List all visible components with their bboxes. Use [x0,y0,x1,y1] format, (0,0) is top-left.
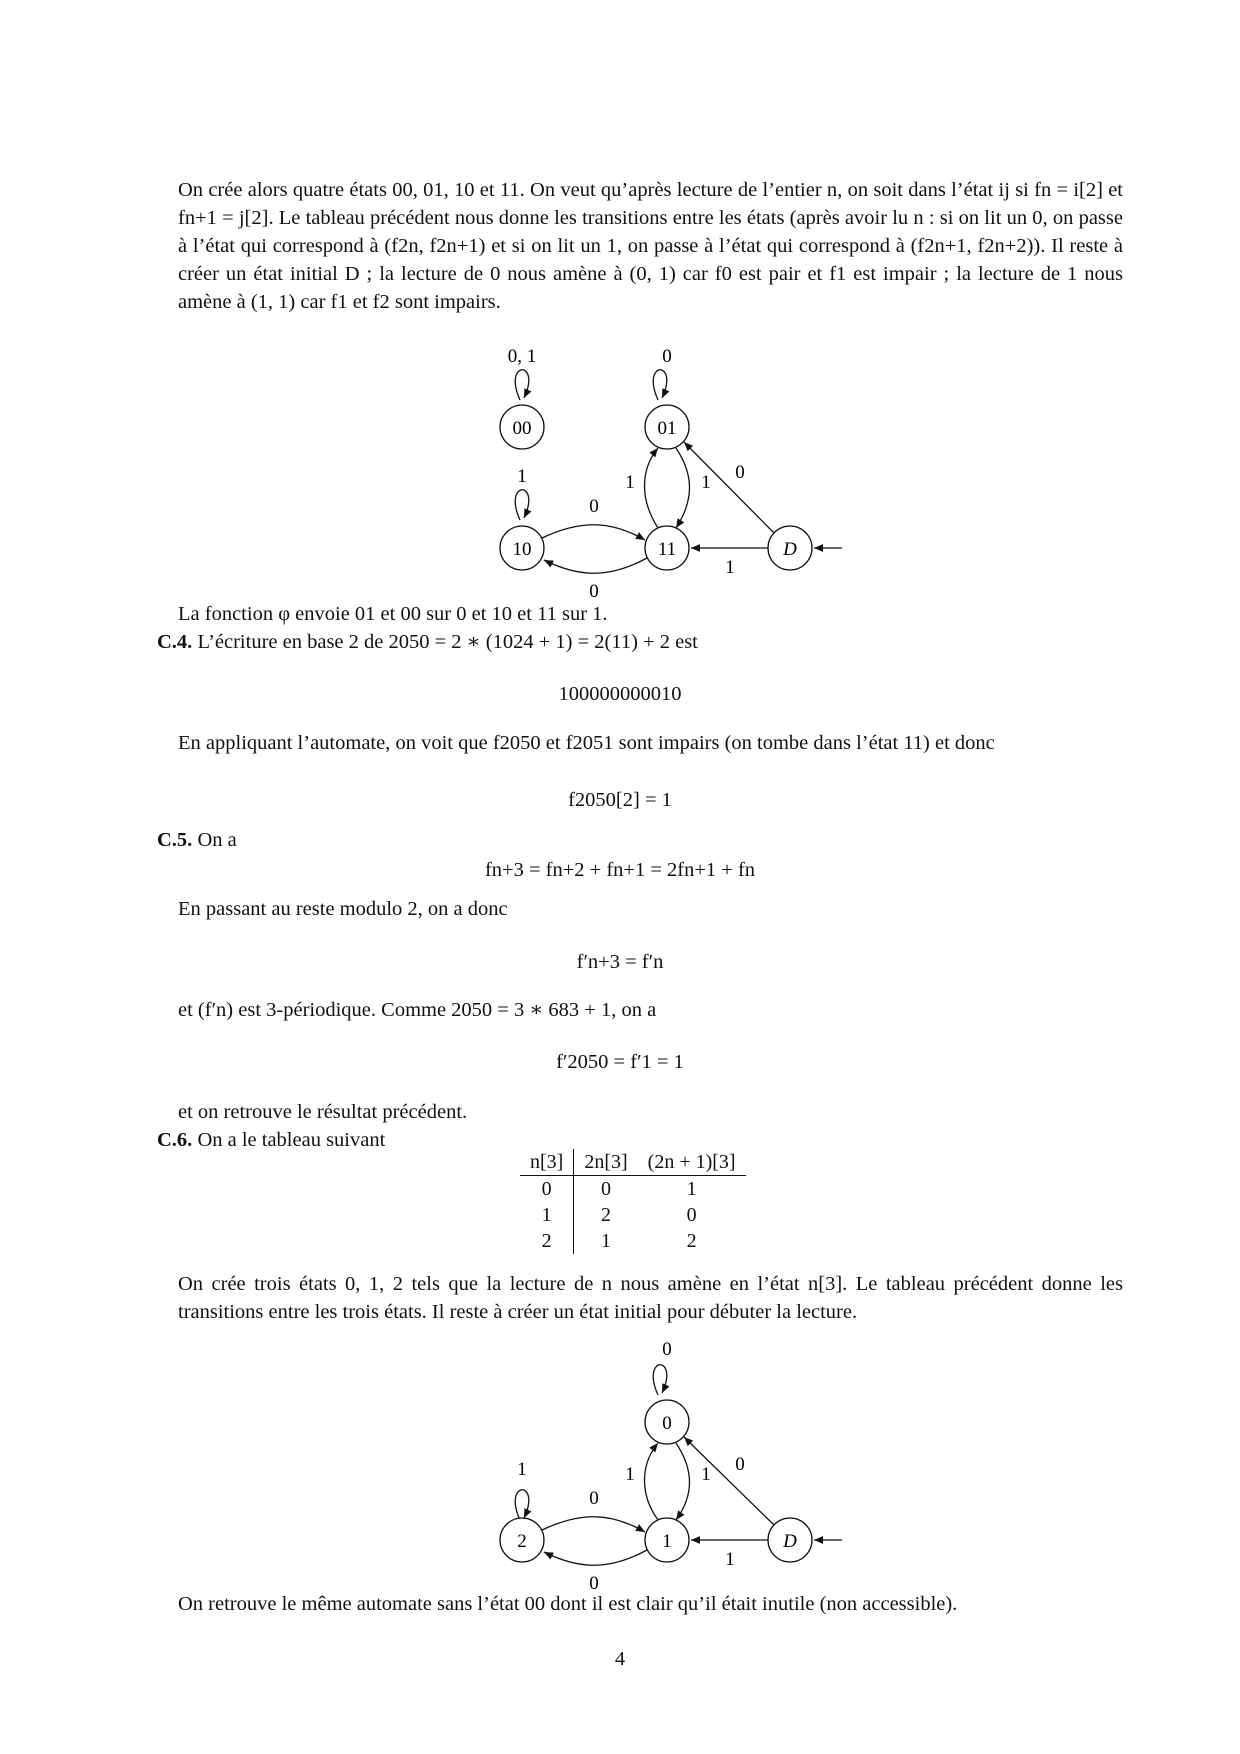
page-number: 4 [614,1648,626,1670]
edge-11-10 [544,558,647,573]
table-cell: 2 [686,1230,697,1252]
loop-10 [515,490,529,520]
label-e0-1: 1 [701,1464,711,1485]
intro-paragraph [178,176,1123,316]
label-e1-2: 0 [589,1573,599,1590]
c4-label: C.4. [157,631,193,653]
c4-paragraph: En appliquant l’automate, on voit que f2050 et f2051 sont impairs (on tombe dans l’état 11) et donc [178,732,995,754]
c5-paragraph-3: et (f′n) est 3-périodique. Comme 2050 = 3 ∗ 683 + 1, on a [178,999,657,1021]
label-e2-1: 0 [589,1488,599,1509]
label-e11-01: 1 [625,472,635,493]
loop-00 [515,370,529,400]
c5-paragraph-2: En passant au reste modulo 2, on a donc [178,898,508,920]
table-header: n[3] [520,1149,574,1176]
table-cell: 0 [686,1204,697,1226]
state-11-label: 11 [657,539,677,560]
label-eD-11: 1 [725,557,735,578]
state-2-label: 2 [517,1531,527,1552]
binary-value: 100000000010 [558,683,682,705]
c5-label: C.5. [157,829,193,851]
table-row [520,1202,746,1228]
state-D-label: D [783,539,797,560]
edge-D-01 [684,442,774,533]
c5-equation-2: f′n+3 = f′n [576,951,664,973]
state-10-label: 10 [512,539,532,560]
label-e01-11: 1 [701,472,711,493]
table-header: (2n + 1)[3] [638,1149,746,1176]
label-loop2: 1 [517,1459,527,1480]
edge-2-1 [542,1517,645,1532]
edge-D-0 [684,1437,774,1525]
label-loop0: 0 [662,1339,672,1360]
c5-paragraph-4: et on retrouve le résultat précédent. [178,1101,468,1123]
loop-2 [515,1490,529,1520]
label-loop10: 1 [517,466,527,487]
c4-text: L’écriture en base 2 de 2050 = 2 ∗ (1024 + 1) = 2(11) + 2 est [197,631,698,653]
table-cell: 2 [600,1204,611,1226]
label-e10-11: 0 [589,496,599,517]
table-cell: 2 [520,1228,574,1254]
automaton-1-diagram [480,340,860,605]
section-c4 [157,628,698,656]
section-c6 [157,1126,385,1154]
table-cell: 0 [600,1178,611,1200]
section-c5 [157,826,237,854]
edge-01-11 [676,448,690,528]
state-0-label: 0 [662,1413,672,1434]
label-eD-01: 0 [735,462,745,483]
intro-text: On crée alors quatre états 00, 01, 10 et 11. On veut qu’après lecture de l’entier n, on soit dans l’état ij si fn = i[2] et fn+1 = j[2]. Le tableau précédent nous donne les transitions entre les états (après avoir lu n : si on lit un 0, on passe à l’état qui correspond à (f2n, f2n+1) et si on lit un 1, on passe à l’état qui correspond à (f2n+1, f2n+2)). Il reste à créer un état initial D ; la lecture de 0 nous amène à (0, 1) car f0 est pair et f1 est impair ; la lecture de 1 nous amène à (1, 1) car f1 et f2 sont impairs. [178,179,1123,313]
label-e11-10: 0 [589,581,599,602]
edge-1-0 [645,1443,659,1520]
c4-equation: f2050[2] = 1 [568,789,672,811]
table-header: 2n[3] [574,1149,638,1176]
label-loop00: 0, 1 [507,346,537,367]
table-cell: 1 [686,1178,697,1200]
state-01-label: 01 [657,418,677,439]
c6-label: C.6. [157,1129,193,1151]
label-loop01: 0 [662,346,672,367]
phi-sentence: La fonction φ envoie 01 et 00 sur 0 et 10 et 11 sur 1. [178,603,608,625]
table-cell: 1 [520,1202,574,1228]
label-eD-1: 1 [725,1549,735,1570]
c6-text: On a le tableau suivant [197,1129,386,1151]
c5-text: On a [197,829,237,851]
table-cell: 0 [520,1176,574,1203]
table-cell: 1 [600,1230,611,1252]
edge-0-1 [676,1443,690,1520]
loop-0 [653,1365,667,1395]
state-D2-label: D [783,1531,797,1552]
state-1-label: 1 [662,1531,672,1552]
edge-11-01 [645,448,659,528]
label-eD-0: 0 [735,1454,745,1475]
c6-paragraph-3: On retrouve le même automate sans l’état 00 dont il est clair qu’il était inutile (non accessible). [178,1593,958,1615]
loop-01 [653,370,667,400]
c6-paragraph-2: On crée trois états 0, 1, 2 tels que la lecture de n nous amène en l’état n[3]. Le tableau précédent donne les transitions entre les trois états. Il reste à créer un état initial pour débuter la lecture. [178,1273,1123,1323]
table-row [520,1228,746,1254]
residue-table [520,1149,746,1254]
table-row [520,1176,746,1203]
state-00-label: 00 [512,418,532,439]
edge-1-2 [544,1550,647,1565]
automaton-2-diagram [480,1325,860,1590]
label-e1-0: 1 [625,1464,635,1485]
edge-10-11 [542,525,645,540]
c5-equation-3: f′2050 = f′1 = 1 [556,1051,684,1073]
table-header-row [520,1149,746,1176]
c5-equation-1: fn+3 = fn+2 + fn+1 = 2fn+1 + fn [484,859,756,881]
